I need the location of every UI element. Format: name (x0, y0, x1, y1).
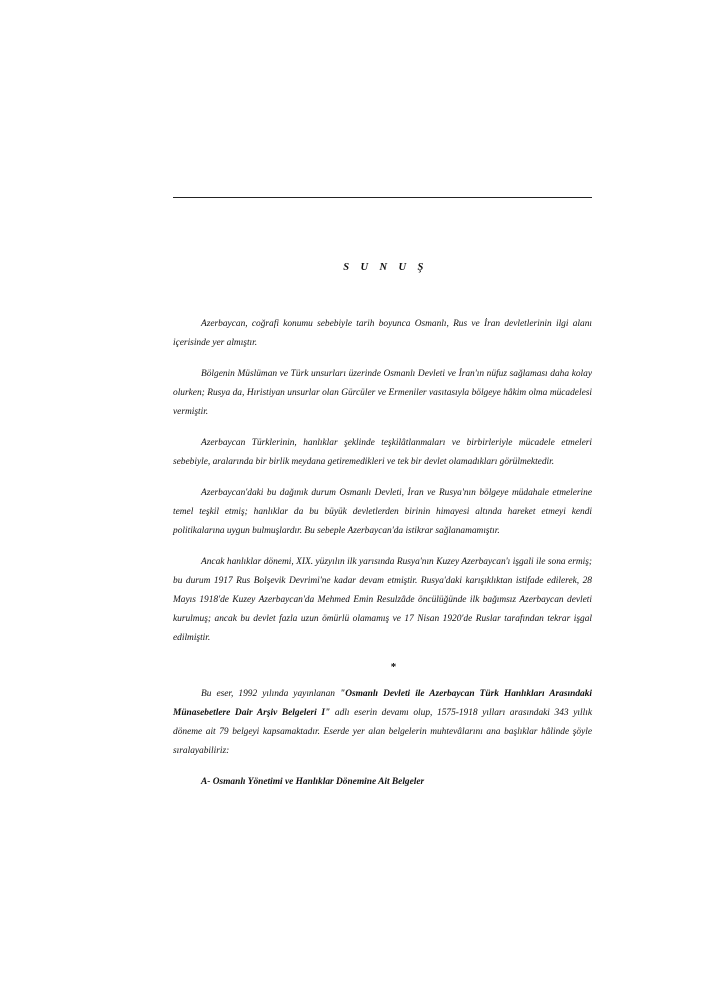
list-heading-a: A- Osmanlı Yönetimi ve Hanlıklar Dönemine Ait Belgeler (201, 777, 425, 787)
paragraph-6 (173, 685, 592, 761)
paragraph-6-intro: Bu eser, 1992 yılında yayınlanan (201, 689, 341, 699)
page-content (173, 262, 592, 792)
top-horizontal-rule (173, 197, 592, 198)
page-title: S U N U Ş (343, 262, 428, 273)
section-separator: * (390, 661, 397, 673)
paragraph-2: Bölgenin Müslüman ve Türk unsurları üzerinde Osmanlı Devleti ve İran'ın nüfuz sağlaması daha kolay olurken; Rusya da, Hıristiyan unsurlar olan Gürcüler ve Ermeniler vasıtasıyla bölgeye hâkim olma mücadelesi vermiştir. (173, 369, 592, 417)
paragraph-3: Azerbaycan Türklerinin, hanlıklar şeklinde teşkilâtlanmaları ve birbirleriyle mücadele etmeleri sebebiyle, aralarında bir birlik meydana getiremedikleri ve tek bir devlet olamadıkları görülmektedir. (173, 438, 592, 467)
referenced-work-title: "Osmanlı Devleti ile Azerbaycan Türk Hanlıkları Arasındaki Münasebetlere Dair Arşiv Belgeleri I" (173, 689, 593, 718)
paragraph-1: Azerbaycan, coğrafi konumu sebebiyle tarih boyunca Osmanlı, Rus ve İran devletlerinin ilgi alanı içerisinde yer almıştır. (173, 319, 592, 348)
paragraph-5: Ancak hanlıklar dönemi, XIX. yüzyılın ilk yarısında Rusya'nın Kuzey Azerbaycan'ı işgali ile sona ermiş; bu durum 1917 Rus Bolşevik Devrimi'ne kadar devam etmiştir. Rusya'daki karışıklıktan istifade edilerek, 28 Mayıs 1918'de Kuzey Azerbaycan'da Mehmed Emin Resulzâde öncülüğünde ilk bağımsız Azerbaycan devleti kurulmuş; ancak bu devlet fazla uzun ömürlü olamamış ve 17 Nisan 1920'de Ruslar tarafından tekrar işgal edilmiştir. (173, 557, 592, 643)
paragraph-4: Azerbaycan'daki bu dağınık durum Osmanlı Devleti, İran ve Rusya'nın bölgeye müdahale etmelerine temel teşkil etmiş; hanlıklar da bu büyük devletlerden birinin himayesi altında hareket etmeyi kendi politikalarına uygun bulmuşlardır. Bu sebeple Azerbaycan'da istikrar sağlanamamıştır. (173, 488, 592, 536)
paragraph-6-rest: adlı eserin devamı olup, 1575-1918 yılları arasındaki 343 yıllık döneme ait 79 belgeyi kapsamaktadır. Eserde yer alan belgelerin muhtevâlarını ana başlıklar hâlinde şöyle sıralayabiliriz: (173, 708, 592, 756)
